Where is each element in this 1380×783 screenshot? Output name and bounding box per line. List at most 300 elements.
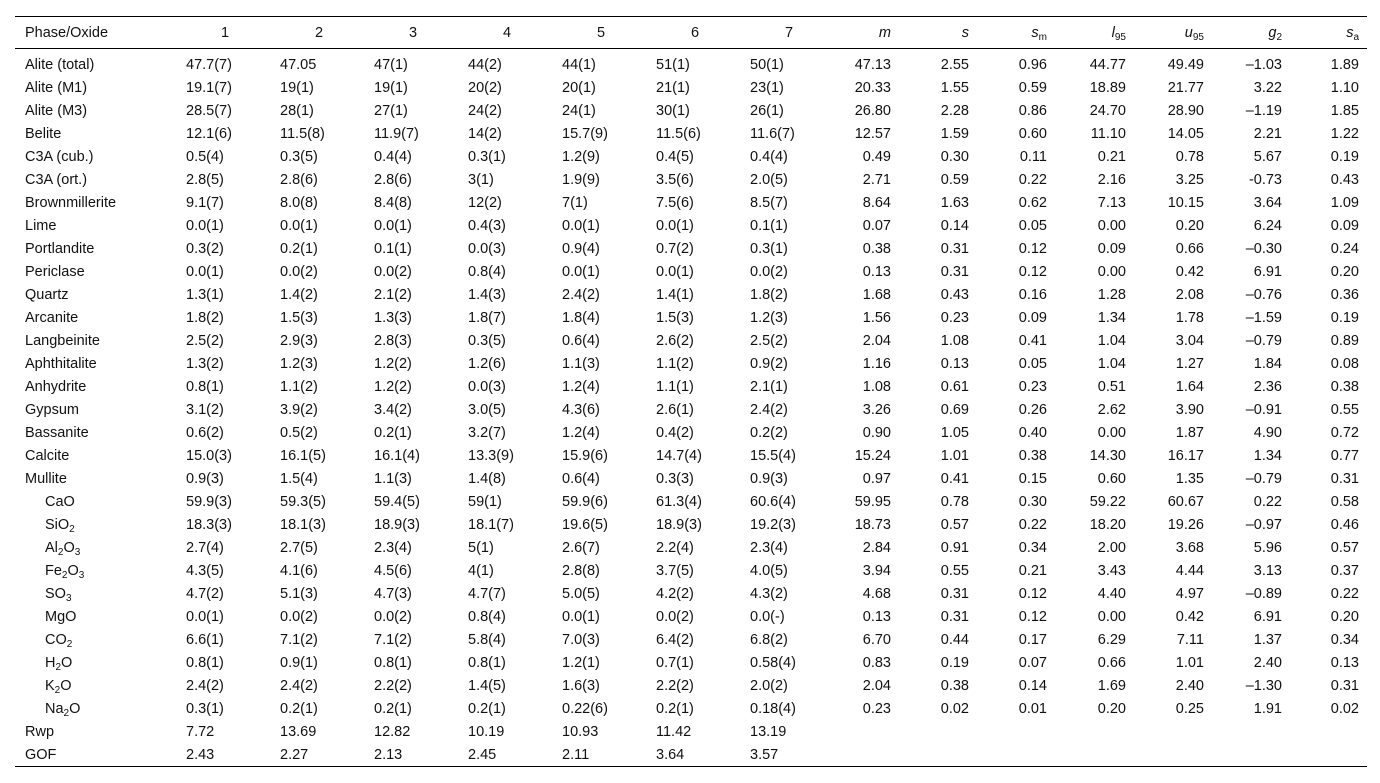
column-header-text: s (1031, 24, 1039, 41)
table-cell: 2.36 (1253, 378, 1282, 395)
table-cell: 0.37 (1330, 562, 1359, 579)
table-cell: 0.0(2) (280, 608, 318, 625)
row-label (15, 720, 161, 743)
table-cell: 0.6(2) (186, 424, 224, 441)
table-cell: 19(1) (280, 79, 314, 96)
table-cell: 18.9(3) (374, 516, 420, 533)
table-cell: 1.9(9) (562, 171, 600, 188)
table-cell: 2.40 (1175, 677, 1204, 694)
row-label-text: Fe (45, 562, 62, 579)
column-header (443, 17, 537, 49)
table-cell: 0.2(1) (280, 240, 318, 257)
table-cell: 0.18(4) (750, 700, 796, 717)
column-header (977, 17, 1055, 49)
table-cell: 15.24 (854, 447, 891, 464)
table-cell: –1.19 (1245, 102, 1282, 119)
table-cell: 3.90 (1175, 401, 1204, 418)
table-cell: 0.1(1) (750, 217, 788, 234)
table-cell: 0.0(1) (186, 608, 224, 625)
table-cell: 6.91 (1253, 608, 1282, 625)
table-cell: 24(1) (562, 102, 596, 119)
table-cell: 1.8(2) (750, 286, 788, 303)
table-cell: 0.38 (1330, 378, 1359, 395)
table-cell: 0.12 (1018, 608, 1047, 625)
table-cell: 7.0(3) (562, 631, 600, 648)
table-cell: 3.9(2) (280, 401, 318, 418)
table-cell: 3.25 (1175, 171, 1204, 188)
table-cell: 1.64 (1175, 378, 1204, 395)
table-cell: 2.55 (940, 56, 969, 73)
table-cell: 0.19 (940, 654, 969, 671)
table-cell: 3.4(2) (374, 401, 412, 418)
table-cell: 59.95 (854, 493, 891, 510)
table-cell: 28(1) (280, 102, 314, 119)
table-cell: 0.14 (940, 217, 969, 234)
table-cell: 0.19 (1330, 309, 1359, 326)
table-row (15, 260, 1367, 283)
table-cell: 3.26 (862, 401, 891, 418)
column-header-text: 4 (503, 24, 512, 41)
table-cell: 59.9(6) (562, 493, 608, 510)
table-cell: 0.3(1) (468, 148, 506, 165)
table-cell: 20(2) (468, 79, 502, 96)
table-cell: 0.09 (1097, 240, 1126, 257)
table-cell: 1.78 (1175, 309, 1204, 326)
table-cell: 2.04 (862, 332, 891, 349)
table-cell: 4.0(5) (750, 562, 788, 579)
column-header-text: 6 (691, 24, 700, 41)
table-cell: 2.3(4) (750, 539, 788, 556)
table-cell: 2.71 (862, 171, 891, 188)
table-cell (1055, 720, 1134, 743)
table-cell: 8.64 (862, 194, 891, 211)
table-cell: 2.13 (349, 743, 443, 767)
table-cell: 1.08 (862, 378, 891, 395)
table-cell: 0.00 (1097, 424, 1126, 441)
table-cell: 0.55 (940, 562, 969, 579)
table-cell: 0.41 (1018, 332, 1047, 349)
column-header (537, 17, 631, 49)
table-cell: 0.0(3) (468, 378, 506, 395)
table-cell: 0.66 (1175, 240, 1204, 257)
table-cell: 2.84 (862, 539, 891, 556)
table-cell: 1.2(3) (750, 309, 788, 326)
row-label-text: O (67, 562, 79, 579)
table-cell: 0.20 (1330, 608, 1359, 625)
row-label-text: H (45, 654, 56, 671)
row-label-text: Anhydrite (25, 378, 87, 395)
table-cell: 4.97 (1175, 585, 1204, 602)
table-cell: 6.91 (1253, 263, 1282, 280)
table-cell: 0.9(4) (562, 240, 600, 257)
column-header-text: u (1184, 24, 1193, 41)
table-cell: –0.89 (1245, 585, 1282, 602)
table-cell: 10.93 (562, 723, 599, 740)
row-label-text: Portlandite (25, 240, 95, 257)
table-row (15, 674, 1367, 697)
row-label (15, 237, 161, 260)
table-cell: 0.12 (1018, 263, 1047, 280)
row-label (15, 375, 161, 398)
table-cell: 8.5(7) (750, 194, 788, 211)
row-label-text: Gypsum (25, 401, 79, 418)
table-cell: 1.89 (1330, 56, 1359, 73)
table-cell: 2.43 (161, 743, 255, 767)
table-cell: 11.10 (1090, 125, 1126, 142)
column-header-subscript: 2 (1276, 31, 1282, 43)
table-cell: 9.1(7) (186, 194, 224, 211)
table-cell (1134, 720, 1212, 743)
table-cell: 0.12 (1018, 585, 1047, 602)
column-header (1134, 17, 1212, 49)
row-label-subscript: 3 (65, 592, 72, 604)
table-cell: 16.1(5) (280, 447, 326, 464)
table-cell: 0.30 (940, 148, 969, 165)
row-label-text: Lime (25, 217, 57, 234)
table-cell: 0.58 (1330, 493, 1359, 510)
table-cell: 1.4(1) (656, 286, 694, 303)
column-header-subscript: m (1038, 31, 1047, 43)
table-cell: 0.0(2) (656, 608, 694, 625)
row-label-subscript: 2 (57, 546, 64, 558)
table-cell: 1.2(2) (374, 355, 412, 372)
table-cell: 14.30 (1089, 447, 1126, 464)
table-cell: 5(1) (468, 539, 494, 556)
table-cell: 2.4(2) (186, 677, 224, 694)
row-label (15, 76, 161, 99)
table-cell: 0.07 (1018, 654, 1047, 671)
row-label-text: Calcite (25, 447, 70, 464)
table-row (15, 743, 1367, 767)
table-row (15, 651, 1367, 674)
table-cell: 0.9(1) (280, 654, 318, 671)
table-cell: 1.3(2) (186, 355, 224, 372)
table-cell: 0.13 (940, 355, 969, 372)
header-row (15, 17, 1367, 49)
column-header (255, 17, 349, 49)
table-cell: 2.6(1) (656, 401, 694, 418)
table-cell: 0.0(1) (374, 217, 412, 234)
table-cell: 7.1(2) (374, 631, 412, 648)
table-cell: 7.72 (186, 723, 215, 740)
table-cell: 3.22 (1253, 79, 1282, 96)
table-cell: 0.09 (1018, 309, 1047, 326)
table-cell: 7(1) (562, 194, 588, 211)
table-cell: 44(2) (468, 56, 502, 73)
table-cell: 0.5(2) (280, 424, 318, 441)
table-row (15, 513, 1367, 536)
table-cell: 0.05 (1018, 217, 1047, 234)
table-cell: 1.5(3) (280, 309, 318, 326)
table-cell: 1.4(3) (468, 286, 506, 303)
table-cell: 12.1(6) (186, 125, 232, 142)
table-row (15, 375, 1367, 398)
table-cell: 0.7(1) (656, 654, 694, 671)
table-cell: 47(1) (374, 56, 408, 73)
table-cell: 15.9(6) (562, 447, 608, 464)
table-cell: 27(1) (374, 102, 408, 119)
table-cell: 4.3(2) (750, 585, 788, 602)
table-cell: 3.1(2) (186, 401, 224, 418)
table-cell: 0.31 (1330, 677, 1359, 694)
table-cell: 1.1(2) (280, 378, 318, 395)
table-cell: 28.90 (1167, 102, 1204, 119)
table-cell: 0.3(5) (468, 332, 506, 349)
row-label-subscript: 3 (74, 546, 81, 558)
row-label-text: Alite (M1) (25, 79, 88, 96)
row-label-text: K (45, 677, 55, 694)
table-cell: 0.00 (1097, 263, 1126, 280)
table-cell: 0.0(1) (186, 263, 224, 280)
column-header-text: 5 (597, 24, 606, 41)
table-cell: 0.59 (1018, 79, 1047, 96)
table-cell: 28.5(7) (186, 102, 232, 119)
table-cell: 0.20 (1330, 263, 1359, 280)
table-cell: 1.8(2) (186, 309, 224, 326)
table-cell: 1.4(2) (280, 286, 318, 303)
table-cell: 0.0(1) (562, 608, 600, 625)
column-header-text: 7 (785, 24, 794, 41)
table-cell: 0.59 (940, 171, 969, 188)
table-cell: 0.02 (940, 700, 969, 717)
table-cell: 0.7(2) (656, 240, 694, 257)
table-cell: 0.8(4) (468, 608, 506, 625)
table-cell: 0.83 (862, 654, 891, 671)
table-cell: 0.43 (940, 286, 969, 303)
table-cell: 2.1(1) (750, 378, 788, 395)
table-cell: 0.15 (1018, 470, 1047, 487)
row-label (15, 444, 161, 467)
table-cell: 0.4(3) (468, 217, 506, 234)
row-label (15, 605, 161, 628)
table-cell: 1.85 (1330, 102, 1359, 119)
table-row (15, 628, 1367, 651)
table-cell: –0.30 (1245, 240, 1282, 257)
table-cell: 19.2(3) (750, 516, 796, 533)
table-cell: 1.2(6) (468, 355, 506, 372)
table-cell: 3.94 (862, 562, 891, 579)
table-cell: 4.7(2) (186, 585, 224, 602)
table-cell: 26.80 (854, 102, 891, 119)
column-header-subscript: 95 (1192, 31, 1204, 43)
table-cell: 0.8(1) (468, 654, 506, 671)
table-cell: 21(1) (656, 79, 690, 96)
column-header (819, 17, 899, 49)
table-cell: 0.0(2) (374, 608, 412, 625)
table-cell: 0.13 (862, 608, 891, 625)
table-cell: 0.2(1) (374, 424, 412, 441)
table-cell: 59.9(3) (186, 493, 232, 510)
table-cell: 26(1) (750, 102, 784, 119)
table-cell: 11.6(7) (750, 125, 795, 142)
table-cell: 2.1(2) (374, 286, 412, 303)
table-row (15, 444, 1367, 467)
table-cell: 0.0(1) (656, 263, 694, 280)
table-body (15, 49, 1367, 767)
column-header-text: 1 (221, 24, 230, 41)
table-cell: 6.70 (862, 631, 891, 648)
table-cell: 0.89 (1330, 332, 1359, 349)
column-header (1290, 17, 1367, 49)
table-cell: 1.1(1) (656, 378, 694, 395)
table-cell: 1.1(3) (562, 355, 600, 372)
table-cell: 0.90 (862, 424, 891, 441)
row-label (15, 421, 161, 444)
table-cell: 8.0(8) (280, 194, 318, 211)
row-label-subscript: 2 (63, 707, 70, 719)
table-row (15, 467, 1367, 490)
table-cell: 47.13 (854, 56, 891, 73)
table-cell: 1.01 (1175, 654, 1204, 671)
row-label (15, 214, 161, 237)
table-row (15, 352, 1367, 375)
table-cell: 4.90 (1253, 424, 1282, 441)
table-row (15, 398, 1367, 421)
table-cell: 7.13 (1097, 194, 1126, 211)
table-cell: 24(2) (468, 102, 502, 119)
table-cell: 2.0(5) (750, 171, 788, 188)
table-cell (977, 720, 1055, 743)
table-cell: 18.1(3) (280, 516, 326, 533)
table-cell: 0.8(1) (374, 654, 412, 671)
table-cell: 2.8(5) (186, 171, 224, 188)
table-cell: 0.0(1) (562, 263, 600, 280)
table-cell: 0.57 (1330, 539, 1359, 556)
table-cell: 0.38 (1018, 447, 1047, 464)
table-cell: 0.0(1) (562, 217, 600, 234)
table-cell: 0.26 (1018, 401, 1047, 418)
table-cell (899, 720, 977, 743)
table-cell: 0.0(2) (750, 263, 788, 280)
row-label (15, 145, 161, 168)
table-cell: 2.7(5) (280, 539, 318, 556)
table-cell: 0.0(1) (186, 217, 224, 234)
table-row (15, 605, 1367, 628)
table-cell: 1.34 (1253, 447, 1282, 464)
table-cell: 2.21 (1253, 125, 1282, 142)
table-cell: 2.16 (1097, 171, 1126, 188)
row-label-text: O (60, 677, 72, 694)
table-cell: 5.96 (1253, 539, 1282, 556)
table-cell: 0.20 (1175, 217, 1204, 234)
table-cell: 59(1) (468, 493, 502, 510)
table-cell: 1.01 (940, 447, 969, 464)
table-cell: 7.5(6) (656, 194, 694, 211)
table-cell: 4.5(6) (374, 562, 412, 579)
table-cell: –1.30 (1245, 677, 1282, 694)
table-cell: 0.43 (1330, 171, 1359, 188)
table-cell: 2.4(2) (280, 677, 318, 694)
table-cell: 2.3(4) (374, 539, 412, 556)
table-cell: 2.6(2) (656, 332, 694, 349)
table-cell: 0.14 (1018, 677, 1047, 694)
table-cell: 18.3(3) (186, 516, 232, 533)
table-cell: 10.19 (468, 723, 505, 740)
table-cell: 0.22(6) (562, 700, 608, 717)
table-cell: 1.27 (1175, 355, 1204, 372)
table-cell: 7.11 (1176, 631, 1204, 648)
table-cell: 3.2(7) (468, 424, 506, 441)
table-cell: 44.77 (1089, 56, 1126, 73)
table-cell: 0.42 (1175, 608, 1204, 625)
row-label-text: C3A (ort.) (25, 171, 88, 188)
table-cell: 1.2(4) (562, 424, 600, 441)
table-cell (899, 743, 977, 767)
table-cell: 6.29 (1097, 631, 1126, 648)
table-cell: –0.79 (1245, 470, 1282, 487)
table-row (15, 122, 1367, 145)
table-cell: 1.10 (1330, 79, 1359, 96)
table-cell: 24.70 (1089, 102, 1126, 119)
table-cell: 4.7(3) (374, 585, 412, 602)
table-row (15, 237, 1367, 260)
row-label-text: Arcanite (25, 309, 79, 326)
row-label-subscript: 2 (61, 569, 68, 581)
table-cell: 0.2(1) (656, 700, 694, 717)
table-cell: 19.1(7) (186, 79, 232, 96)
table-cell (1290, 720, 1367, 743)
table-cell: 0.97 (862, 470, 891, 487)
row-label (15, 398, 161, 421)
table-cell: 2.27 (255, 743, 349, 767)
table-cell: 5.0(5) (562, 585, 600, 602)
table-cell: –0.97 (1245, 516, 1282, 533)
table-cell: 0.57 (940, 516, 969, 533)
table-cell: 0.1(1) (374, 240, 412, 257)
row-label (15, 743, 161, 767)
row-label (15, 536, 161, 559)
table-cell: 0.0(2) (280, 263, 318, 280)
table-cell: 0.77 (1330, 447, 1359, 464)
table-cell: 6.24 (1253, 217, 1282, 234)
table-cell: 19.6(5) (562, 516, 608, 533)
row-label (15, 582, 161, 605)
table-cell: 47.7(7) (186, 56, 232, 73)
row-label (15, 352, 161, 375)
table-cell: 1.2(4) (562, 378, 600, 395)
table-cell: 18.9(3) (656, 516, 702, 533)
table-cell: 1.4(8) (468, 470, 506, 487)
row-label (15, 490, 161, 513)
table-cell: 1.8(4) (562, 309, 600, 326)
table-cell: 18.73 (854, 516, 891, 533)
table-cell: 1.56 (862, 309, 891, 326)
table-cell: 0.3(5) (280, 148, 318, 165)
table-cell: 3.57 (725, 743, 819, 767)
table-cell: 0.91 (940, 539, 969, 556)
table-cell: 2.45 (443, 743, 537, 767)
table-cell: 0.78 (940, 493, 969, 510)
row-label (15, 628, 161, 651)
table-cell: 0.66 (1097, 654, 1126, 671)
table-cell: 20.33 (854, 79, 891, 96)
column-header (1055, 17, 1134, 49)
table-cell: 1.2(1) (562, 654, 600, 671)
table-cell: 18.20 (1089, 516, 1126, 533)
table-row (15, 283, 1367, 306)
table-cell (977, 743, 1055, 767)
table-cell: 13.19 (750, 723, 787, 740)
table-cell: 11.5(8) (280, 125, 325, 142)
table-cell: 1.37 (1253, 631, 1282, 648)
table-cell: 1.09 (1330, 194, 1359, 211)
table-cell: 6.6(1) (186, 631, 224, 648)
table-cell: 2.2(2) (374, 677, 412, 694)
table-container (15, 16, 1367, 767)
table-cell: 0.00 (1097, 217, 1126, 234)
table-cell: 0.78 (1175, 148, 1204, 165)
table-cell: 6.4(2) (656, 631, 694, 648)
